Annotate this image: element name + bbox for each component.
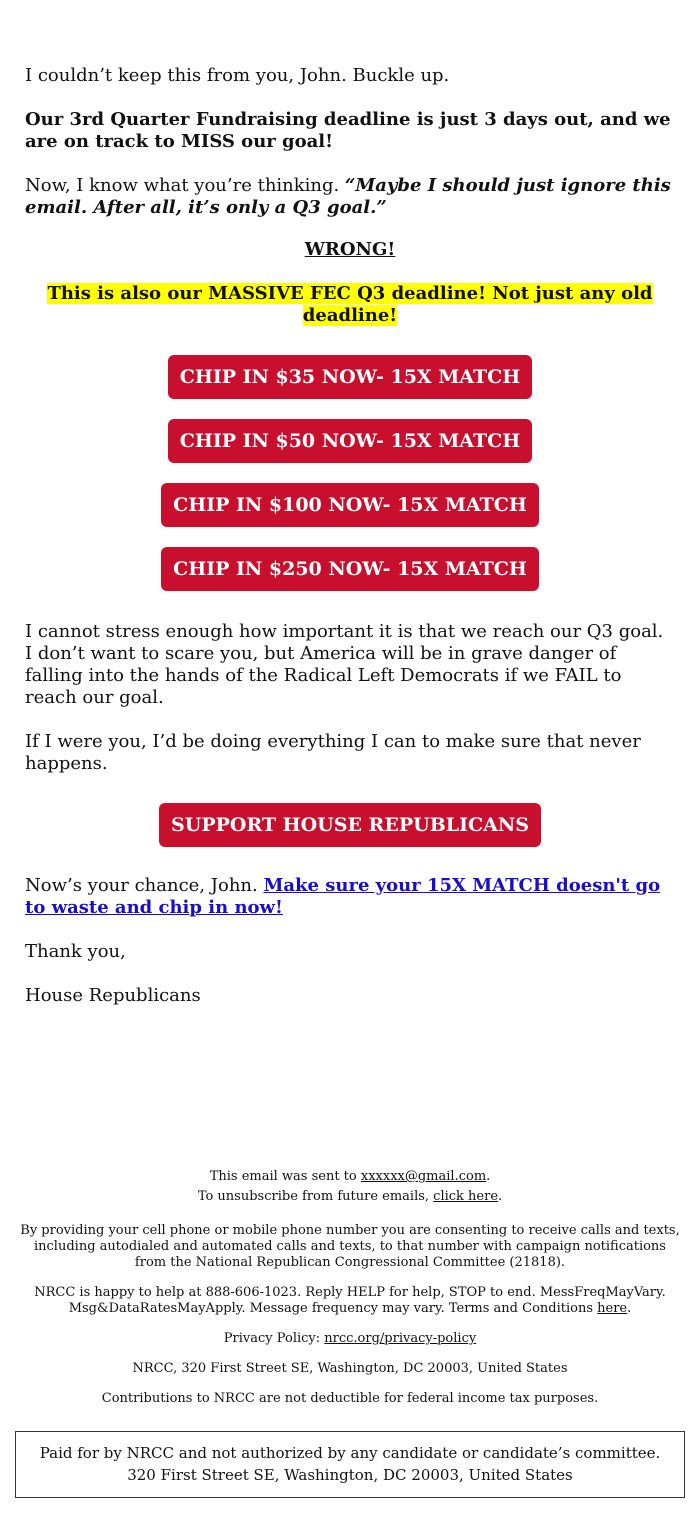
support-house-republicans-button[interactable]: SUPPORT HOUSE REPUBLICANS: [159, 803, 541, 847]
cta-row-50: [25, 419, 675, 463]
chip-in-50-button[interactable]: CHIP IN $50 NOW- 15X MATCH: [168, 419, 532, 463]
chip-in-250-button[interactable]: CHIP IN $250 NOW- 15X MATCH: [161, 547, 539, 591]
address-text: NRCC, 320 First Street SE, Washington, DC 20003, United States: [132, 1361, 568, 1376]
privacy-line: [20, 1331, 680, 1347]
thinking-lead: Now, I know what you’re thinking.: [25, 175, 345, 196]
chip-in-35-button[interactable]: CHIP IN $35 NOW- 15X MATCH: [168, 355, 532, 399]
sent-to-lead: This email was sent to: [209, 1169, 361, 1184]
help-text: [20, 1285, 680, 1317]
wrong-heading-row: [25, 239, 675, 261]
help-lead: NRCC is happy to help at 888-606-1023. Reply HELP for help, STOP to end. MessFreqMayVary. Msg&DataRatesMayApply. Message frequency may vary. Terms and Conditions: [34, 1285, 666, 1316]
consent-text: By providing your cell phone or mobile phone number you are consenting to receive calls and texts, including autodialed and automated calls and texts, to that number with campaign notifications from the National Republican Congressional Committee (21818).: [20, 1223, 680, 1270]
unsubscribe-link[interactable]: click here: [433, 1189, 499, 1204]
intro-text: I couldn’t keep this from you, John. Buckle up.: [25, 65, 450, 86]
chance-paragraph: [25, 875, 675, 919]
thanks-text: Thank you,: [25, 941, 126, 962]
chip-in-now-link[interactable]: Make sure your 15X MATCH doesn't go to waste and chip in now!: [25, 875, 661, 918]
paid-for-disclaimer-box: [15, 1431, 685, 1498]
chance-lead: Now’s your chance, John.: [25, 875, 264, 896]
cta-row-35: [25, 355, 675, 399]
deadline-paragraph: Our 3rd Quarter Fundraising deadline is just 3 days out, and we are on track to MISS our goal!: [25, 109, 671, 152]
wrong-heading: WRONG!: [304, 239, 396, 260]
thinking-quote: “Maybe I should just ignore this email. After all, it’s only a Q3 goal.”: [25, 175, 671, 218]
fec-deadline-highlight: This is also our MASSIVE FEC Q3 deadline! Not just any old deadline!: [47, 283, 653, 326]
privacy-policy-link[interactable]: nrcc.org/privacy-policy: [324, 1331, 477, 1346]
highlight-row: [25, 283, 675, 327]
terms-link[interactable]: here: [597, 1301, 628, 1316]
cta-row-100: [25, 483, 675, 527]
sent-to-line: [20, 1169, 680, 1185]
paid-for-text: Paid for by NRCC and not authorized by any candidate or candidate’s committee. 320 First Street SE, Washington, DC 20003, United States: [39, 1444, 661, 1484]
thinking-paragraph: [25, 175, 675, 219]
unsubscribe-line: [20, 1189, 680, 1205]
privacy-lead: Privacy Policy:: [223, 1331, 325, 1346]
email-body: [25, 60, 675, 1007]
sent-to-end: .: [486, 1169, 491, 1184]
cta-row-250: [25, 547, 675, 591]
if-paragraph: If I were you, I’d be doing everything I can to make sure that never happens.: [25, 731, 641, 774]
unsubscribe-end: .: [498, 1189, 503, 1204]
email-footer: [20, 1169, 680, 1407]
stress-paragraph: I cannot stress enough how important it is that we reach our Q3 goal. I don’t want to scare you, but America will be in grave danger of falling into the hands of the Radical Left Democrats if we FAIL to reach our goal.: [25, 621, 664, 708]
unsubscribe-lead: To unsubscribe from future emails,: [197, 1189, 434, 1204]
chip-in-100-button[interactable]: CHIP IN $100 NOW- 15X MATCH: [161, 483, 539, 527]
support-row: [25, 803, 675, 847]
signature-text: House Republicans: [25, 985, 201, 1006]
recipient-email-link[interactable]: xxxxxx@gmail.com: [360, 1169, 487, 1184]
tax-disclaimer: Contributions to NRCC are not deductible for federal income tax purposes.: [101, 1391, 599, 1406]
help-end: .: [627, 1301, 632, 1316]
